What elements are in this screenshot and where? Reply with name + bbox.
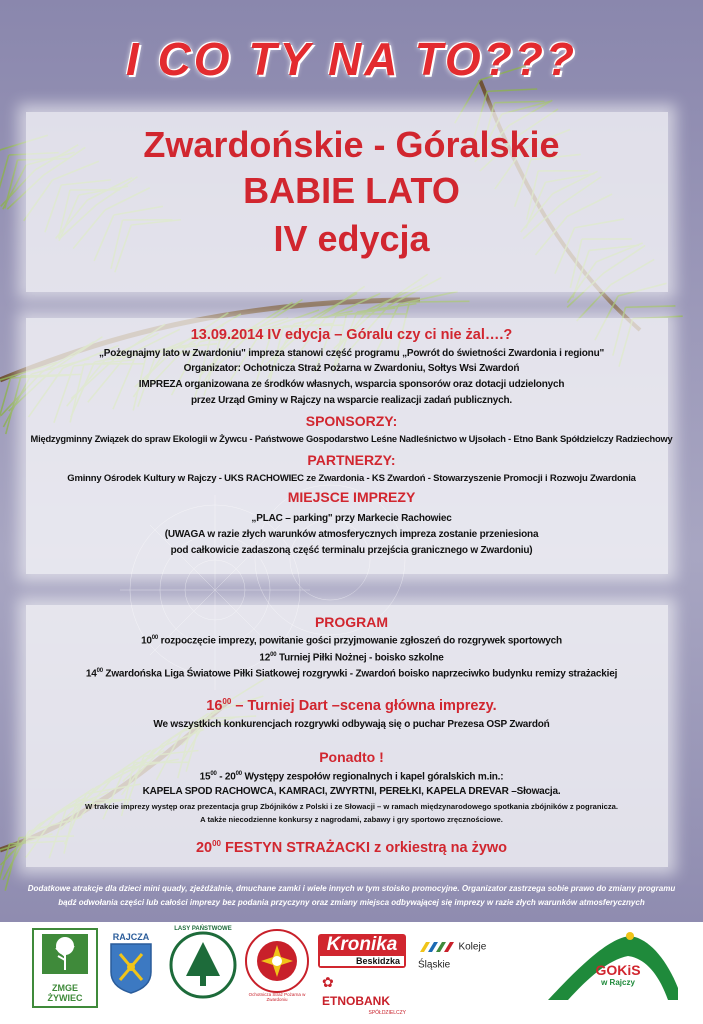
program-item-3: $14^{00}$ Zwardońska Liga Światowe Piłki Siatkowej rozgrywki - Zwardoń boisko naprzeciwko budynku remizy strażackiej — [85, 668, 618, 680]
sponsors-heading: SPONSORZY: — [305, 413, 398, 429]
main-title: I CO TY NA TO??? — [126, 33, 577, 85]
footer-line-1: Dodatkowe atrakcje dla dzieci mini quady, zjeżdżalnie, dmuchane zamki i wiele innych w tym stoisko promocyjne. Organizator zastrzega sobie prawo do zmiany programu — [27, 884, 676, 893]
kronika-beskidzka-logo — [318, 934, 406, 968]
partners-heading: PARTNERZY: — [307, 452, 396, 468]
lasy-panstwowe-logo — [168, 926, 238, 1000]
extra-line-3: W trakcie imprezy występ oraz prezentacja grup Zbójników z Polski i ze Słowacji – w ramach międzynarodowego spotkania zbójników z pogranicza. — [85, 802, 618, 811]
extra-line-4: A także niecodzienne konkursy z nagrodami, zabawy i gry sportowo zręcznościowe. — [200, 815, 503, 824]
program-item-2: $12^{00}$ Turniej Piłki Nożnej - boisko szkolne — [259, 652, 444, 664]
rail-stripes-icon — [418, 940, 454, 954]
place-line-2: (UWAGA w razie złych warunków atmosferycznych impreza zostanie przeniesiona — [164, 529, 539, 540]
osp-zwardon-logo — [244, 928, 310, 1002]
gokis-logo — [548, 928, 678, 1004]
dart-tournament-line: $16^{00}$ – Turniej Dart –scena główna imprezy. — [206, 697, 497, 714]
program-heading: PROGRAM — [314, 614, 389, 630]
gokis-label: GOKiS — [595, 962, 641, 978]
program-item-1: $10^{00}$ rozpoczęcie imprezy, powitanie gości przyjmowanie zgłoszeń do rozgrywek sportowych — [141, 635, 562, 647]
zywiec-label: ŻYWIEC — [47, 993, 83, 1003]
title-line-2: BABIE LATO — [243, 170, 460, 211]
rajcza-label: RAJCZA — [112, 932, 150, 942]
cup-line: We wszystkich konkurencjach rozgrywki odbywają się o puchar Prezesa OSP Zwardoń — [153, 719, 550, 730]
etnobank-label: ETNOBANK — [322, 994, 390, 1008]
gokis-sub-label: w Rajczy — [601, 978, 635, 987]
footer-line-2: bądź odwołania części lub całości imprezy bez podania przyczyny oraz zmiany miejsca odbywającej się imprezy w razie złych warunków atmosferycznych — [58, 898, 645, 907]
info-line-3: przez Urząd Gminy w Rajczy na wsparcie realizacji zadań publicznych. — [191, 395, 512, 406]
zmge-zywiec-logo — [32, 928, 98, 1008]
organizer-line: Organizator: Ochotnicza Straż Pożarna w Zwardoniu, Sołtys Wsi Zwardoń — [183, 363, 520, 374]
extra-heading: Ponadto ! — [319, 749, 384, 765]
partners-text: Gminny Ośrodek Kultury w Rajczy - UKS RACHOWIEC ze Zwardonia - KS Zwardoń - Stowarzyszenie Promocji i Rozwoju Zwardonia — [67, 473, 636, 484]
rajcza-coat-of-arms — [108, 932, 154, 996]
fire-brigade-emblem-icon — [244, 928, 310, 994]
etnobank-flower-icon: ✿ — [322, 974, 334, 990]
info-line-1: „Pożegnajmy lato w Zwardoniu" impreza stanowi część programu „Powrót do świetności Zwardonia i regionu" — [98, 348, 605, 359]
lasy-label: LASY PAŃSTWOWE — [174, 926, 232, 932]
osp-label: Ochotnicza Straż Pożarna w Zwardoniu — [248, 992, 306, 1002]
title-line-1: Zwardońskie - Góralskie — [143, 124, 560, 165]
title-line-3: IV edycja — [273, 218, 430, 259]
beskidzka-label: Beskidzka — [320, 956, 404, 966]
kronika-label: Kronika — [326, 934, 398, 955]
place-line-1: „PLAC – parking" przy Markecie Rachowiec — [251, 513, 452, 524]
event-headline: 13.09.2014 IV edycja – Góralu czy ci nie żal….? — [190, 327, 513, 343]
festyn-line: $20^{00}$ FESTYN STRAŻACKI z orkiestrą na żywo — [195, 839, 508, 856]
sponsors-text: Międzygminny Związek do spraw Ekologii w Żywcu - Państwowe Gospodarstwo Leśne Nadleśnictwo w Ujsołach - Etno Bank Spółdzielczy Radziechowy — [30, 434, 673, 444]
place-line-3: pod całkowicie zadaszoną część terminalu przejścia granicznego w Zwardoniu) — [170, 545, 533, 556]
extra-line-2: KAPELA SPOD RACHOWCA, KAMRACI, ZWYRTNI, PEREŁKI, KAPELA DREVAR –Słowacja. — [142, 786, 561, 797]
sponsor-logos-bar — [0, 922, 703, 1024]
place-heading: MIEJSCE IMPREZY — [287, 489, 416, 505]
etnobank-sub-label: SPÓŁDZIELCZY — [368, 1010, 406, 1016]
koleje-slaskie-logo — [418, 938, 518, 971]
zmge-label: ZMGE — [52, 983, 78, 993]
info-line-2: IMPREZA organizowana ze środków własnych, wsparcia sponsorów oraz dotacji udzielonych — [138, 379, 565, 390]
tree-icon — [34, 930, 96, 978]
extra-line-1: $15^{00} - 20^{00}$ Występy zespołów regionalnych i kapel góralskich m.in.: — [199, 771, 504, 783]
forest-tree-icon — [168, 930, 238, 1000]
etnobank-logo — [322, 974, 406, 1016]
shield-icon — [108, 942, 154, 994]
koleje-label: Koleje Śląskie — [418, 941, 487, 971]
